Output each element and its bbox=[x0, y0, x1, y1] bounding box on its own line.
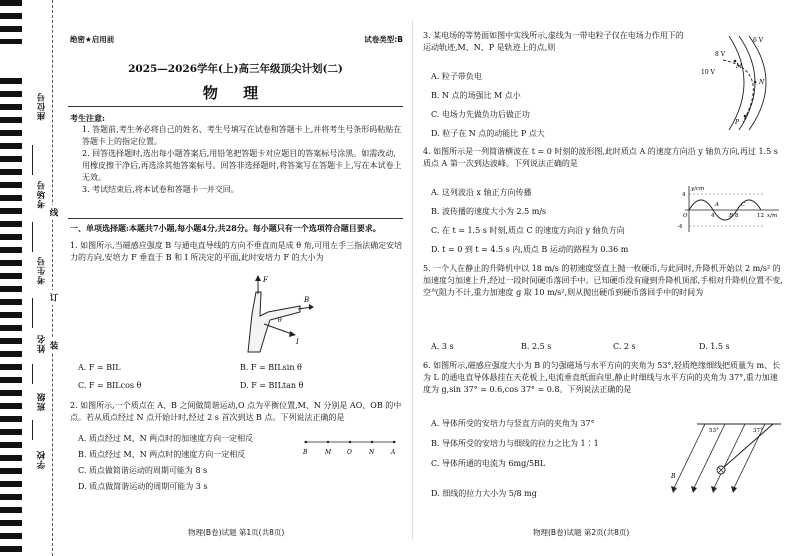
question-stem: 6. 如图所示,磁感应强度大小为 B 的匀强磁场与水平方向的夹角为 53°,轻质绝缘细线把质量为 m、长为 L 的通电直导体悬挂在天花板上,电流垂直纸面向里,静止时细线与水平方向的夹角为 37°,重力加速度为 g,sin 37° = 0.6,cos 37° = 0.8。下列说法正确的是 bbox=[423, 361, 781, 394]
field-label: B bbox=[671, 473, 676, 480]
tick-label: 12 bbox=[757, 213, 764, 219]
magnetic-field-figure bbox=[669, 418, 783, 502]
label-B: B bbox=[304, 296, 310, 304]
question-3 bbox=[423, 30, 691, 54]
title-rule bbox=[68, 106, 403, 107]
option: A. 这列波沿 x 轴正方向传播 bbox=[431, 188, 532, 197]
question-stem: 1. 如图所示,当磁感应强度 B 与通电直导线的方向不垂直而是成 θ 角,可用左手三指法确定安培力的方向,安培力 F 垂直于 B 和 I 所决定的平面,此时安培力 F 的大小为 bbox=[70, 241, 403, 262]
field-seat: 座位号 bbox=[37, 92, 47, 121]
option: D. t = 0 到 t = 4.5 s 内,质点 B 运动的路程为 0.36 m bbox=[431, 245, 629, 254]
option: B. F = BILsin θ bbox=[240, 363, 302, 372]
binding-stripes-top bbox=[0, 0, 22, 44]
page-left bbox=[68, 0, 403, 556]
notice-heading: 考生注意: bbox=[70, 113, 105, 123]
origin-label: O bbox=[683, 213, 688, 219]
field-line bbox=[32, 364, 33, 384]
option: B. 质点经过 M、N 两点时的速度方向一定相反 bbox=[78, 450, 246, 459]
section-heading: 一、单项选择题:本题共7小题,每小题4分,共28分。每小题只有一个选项符合题目要求。 bbox=[70, 223, 381, 233]
axis-label: y/cm bbox=[691, 186, 705, 192]
notice-item: 3. 考试结束后,将本试卷和答题卡一并交回。 bbox=[82, 185, 239, 194]
question-5 bbox=[423, 263, 785, 299]
option: A. 质点经过 M、N 两点时的加速度方向一定相反 bbox=[78, 434, 254, 443]
field-line bbox=[32, 145, 33, 175]
potential-label: 8 V bbox=[715, 51, 726, 58]
label-F: F bbox=[263, 276, 268, 284]
field-line bbox=[32, 298, 33, 328]
option: D. 1.5 s bbox=[699, 342, 730, 351]
field-class: 班级 bbox=[37, 392, 47, 411]
point-label: B bbox=[303, 449, 308, 456]
potential-label: 10 V bbox=[701, 69, 715, 76]
cut-mark: 线 bbox=[47, 205, 59, 220]
point-label: M bbox=[325, 449, 332, 456]
page-divider bbox=[412, 20, 413, 540]
field-school: 学校 bbox=[37, 450, 47, 469]
question-1 bbox=[70, 240, 403, 264]
field-line bbox=[32, 420, 33, 440]
shm-axis-figure bbox=[300, 432, 400, 458]
point-label: P bbox=[735, 119, 740, 126]
question-4 bbox=[423, 146, 785, 170]
field-id: 考生号 bbox=[37, 256, 47, 285]
point-label: A bbox=[715, 202, 719, 208]
left-hand-rule-figure bbox=[208, 272, 318, 358]
wave-figure bbox=[675, 184, 783, 236]
option: B. 导体所受的安培力与细线的拉力之比为 1∶1 bbox=[431, 439, 599, 448]
option: C. 电场力先做负功后做正功 bbox=[431, 110, 530, 119]
cut-mark: 装 bbox=[47, 338, 59, 353]
tick-label: -4 bbox=[677, 224, 683, 230]
page-footer-right: 物理(B卷)试题 第2页(共8页) bbox=[533, 528, 630, 537]
point-label: C bbox=[741, 202, 746, 208]
page-footer-left: 物理(B卷)试题 第1页(共8页) bbox=[188, 528, 285, 537]
option: B. N 点的场强比 M 点小 bbox=[431, 91, 521, 100]
angle-label: 53° bbox=[709, 428, 719, 434]
paper-type: 试卷类型:B bbox=[364, 35, 403, 44]
subject-title: 物 理 bbox=[202, 84, 269, 102]
point-label: N bbox=[759, 79, 765, 86]
angle-label: 37° bbox=[753, 428, 763, 434]
option: A. 导体所受的安培力与竖直方向的夹角为 37° bbox=[431, 419, 595, 428]
point-label: N bbox=[369, 449, 375, 456]
notice bbox=[70, 112, 402, 196]
option: C. F = BILcos θ bbox=[78, 381, 142, 390]
potential-label: 6 V bbox=[753, 37, 764, 44]
question-stem: 2. 如图所示,一个质点在 A、B 之间做简谐运动,O 点为平衡位置,M、N 分别是 AO、OB 的中点。若从质点经过 N 点开始计时,经过 2 s 首次到达 B 点。下列说法正确的是 bbox=[70, 401, 402, 422]
notice-rule bbox=[68, 218, 403, 219]
label-theta: θ bbox=[278, 317, 282, 324]
page-right bbox=[423, 0, 785, 556]
option: C. 导体所通的电流为 6mg/5BL bbox=[431, 459, 546, 468]
point-label: O bbox=[347, 449, 352, 456]
notice-item: 2. 回答选择题时,选出每小题答案后,用铅笔把答题卡对应题目的答案标号涂黑。如需改动,用橡皮擦干净后,再选涂其他答案标号。回答非选择题时,将答案写在答题卡上,写在本试卷上无效。 bbox=[82, 149, 402, 182]
binding-strip bbox=[0, 0, 58, 556]
cut-line bbox=[52, 0, 53, 556]
axis-label: x/m bbox=[767, 213, 778, 219]
tick-label: 4 bbox=[711, 213, 715, 219]
question-2 bbox=[70, 400, 403, 424]
point-label: M bbox=[736, 63, 743, 70]
option: B. 波传播的速度大小为 2.5 m/s bbox=[431, 207, 547, 216]
question-stem: 4. 如图所示是一列简谐横波在 t = 0 时刻的波形图,此时质点 A 的速度方向沿 y 轴负方向,再过 1.5 s 质点 A 第一次到达波峰。下列说法正确的是 bbox=[423, 147, 778, 168]
question-stem: 5. 一个人在静止的升降机中以 18 m/s 的初速度竖直上抛一枚硬币,与此同时,升降机开始以 2 m/s² 的加速度匀加速上升,经过一段时间硬币落回手中。已知硬币没有碰到升降机顶部,手相对升降机位置不变,空气阻力不计,重力加速度 g 取 10 m/s²,则从抛出硬币到硬币落回手中的时间为 bbox=[423, 264, 783, 297]
field-room: 考场号 bbox=[37, 180, 47, 209]
tick-label: 8 bbox=[735, 213, 739, 219]
option: D. F = BILtan θ bbox=[240, 381, 304, 390]
option: C. 在 t = 1.5 s 时刻,质点 C 的速度方向沿 y 轴负方向 bbox=[431, 226, 625, 235]
option: D. 质点做简谐运动的周期可能为 3 s bbox=[78, 482, 208, 491]
option: C. 质点做简谐运动的周期可能为 8 s bbox=[78, 466, 208, 475]
option: B. 2.5 s bbox=[521, 342, 552, 351]
exam-title: 2025—2026学年(上)高三年级顶尖计划(二) bbox=[128, 63, 343, 75]
option: A. F = BIL bbox=[78, 363, 121, 372]
tick-label: 4 bbox=[682, 192, 686, 198]
notice-item: 1. 答题前,考生务必将自己的姓名、考生号填写在试卷和答题卡上,并将考生号条形码粘贴在答题卡上的指定位置。 bbox=[82, 125, 402, 146]
option: D. 粒子在 N 点的动能比 P 点大 bbox=[431, 129, 545, 138]
field-line bbox=[32, 222, 33, 252]
option: A. 粒子带负电 bbox=[431, 72, 482, 81]
point-label: A bbox=[391, 449, 396, 456]
option: A. 3 s bbox=[431, 342, 454, 351]
field-name: 姓名 bbox=[37, 334, 47, 353]
point-label: B bbox=[729, 213, 734, 219]
question-6 bbox=[423, 360, 785, 396]
secret-label: 绝密★启用前 bbox=[70, 35, 115, 44]
binding-stripes bbox=[0, 78, 22, 556]
cut-mark: 订 bbox=[47, 290, 59, 305]
option: D. 细线的拉力大小为 5/8 mg bbox=[431, 489, 537, 498]
equipotential-figure bbox=[699, 30, 785, 134]
option: C. 2 s bbox=[613, 342, 636, 351]
question-stem: 3. 某电场的等势面如图中实线所示,虚线为一带电粒子仅在电场力作用下的运动轨迹,M、N、P 是轨迹上的点,则 bbox=[423, 31, 684, 52]
label-I: I bbox=[296, 338, 299, 346]
